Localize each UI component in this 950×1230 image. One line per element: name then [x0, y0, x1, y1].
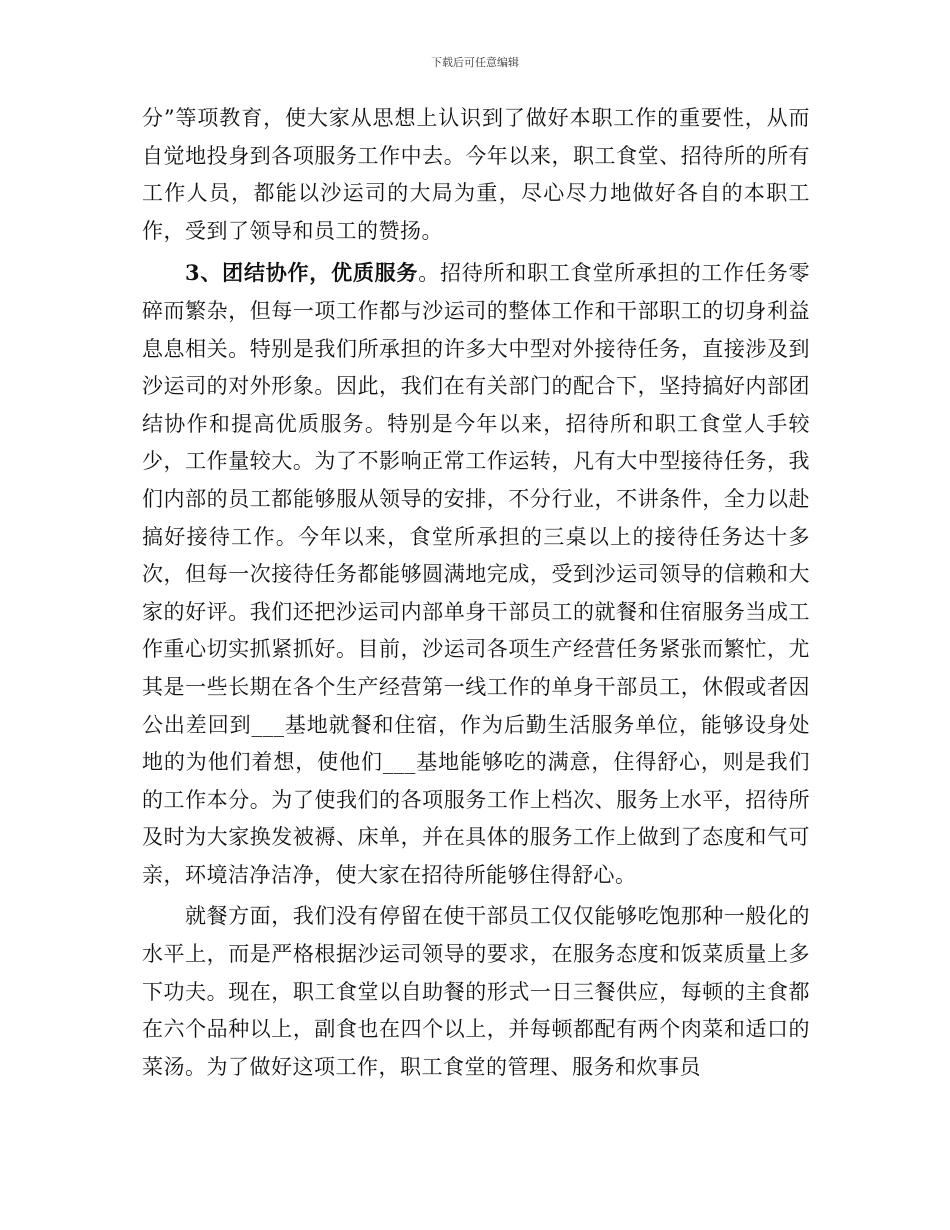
- paragraph-1-text: 分”等项教育，使大家从思想上认识到了做好本职工作的重要性，从而自觉地投身到各项服务工作中去。今年以来，职工食堂、招待所的所有工作人员，都能以沙运司的大局为重，尽心尽力地做好各自的本职工作，受到了领导和员工的赞扬。: [142, 106, 810, 243]
- paragraph-2: [142, 254, 810, 894]
- page-header: 下载后可任意编辑: [431, 56, 519, 69]
- paragraph-3-text: 就餐方面，我们没有停留在使干部员工仅仅能够吃饱那种一般化的水平上，而是严格根据沙运司领导的要求，在服务态度和饭菜质量上多下功夫。现在，职工食堂以自助餐的形式一日三餐供应，每顿的主食都在六个品种以上，副食也在四个以上，并每顿都配有两个肉菜和适口的菜汤。为了做好这项工作，职工食堂的管理、服务和炊事员: [142, 904, 810, 1079]
- paragraph-2-text: 。招待所和职工食堂所承担的工作任务零碎而繁杂，但每一项工作都与沙运司的整体工作和干部职工的切身利益息息相关。特别是我们所承担的许多大中型对外接待任务，直接涉及到沙运司的对外形象。因此，我们在有关部门的配合下，坚持搞好内部团结协作和提高优质服务。特别是今年以来，招待所和职工食堂人手较少，工作量较大。为了不影响正常工作运转，凡有大中型接待任务，我们内部的员工都能够服从领导的安排，不分行业，不讲条件，全力以赴搞好接待工作。今年以来，食堂所承担的三桌以上的接待任务达十多次，但每一次接待任务都能够圆满地完成，受到沙运司领导的信赖和大家的好评。我们还把沙运司内部单身干部员工的就餐和住宿服务当成工作重心切实抓紧抓好。目前，沙运司各项生产经营任务紧张而繁忙，尤其是一些长期在各个生产经营第一线工作的单身干部员工，休假或者因公出差回到___基地就餐和住宿，作为后勤生活服务单位，能够设身处地的为他们着想，使他们___基地能够吃的满意，住得舒心，则是我们的工作本分。为了使我们的各项服务工作上档次、服务上水平，招待所及时为大家换发被褥、床单，并在具体的服务工作上做到了态度和气可亲，环境洁净洁净，使大家在招待所能够住得舒心。: [142, 261, 810, 887]
- section-heading: 3、团结协作，优质服务: [185, 260, 419, 286]
- document-body: [142, 100, 810, 1090]
- paragraph-1: [142, 100, 810, 250]
- paragraph-3: [142, 898, 810, 1086]
